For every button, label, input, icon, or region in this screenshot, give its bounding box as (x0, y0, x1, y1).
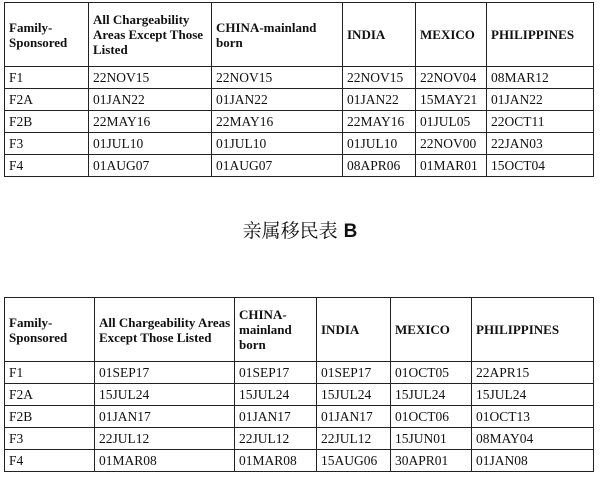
header-mexico: MEXICO (391, 298, 472, 362)
category-cell: F4 (5, 450, 95, 472)
category-cell: F3 (5, 428, 95, 450)
header-family-sponsored: Family-Sponsored (5, 3, 89, 67)
header-all-chargeability: All Chargeability Areas Except Those Listed (89, 3, 212, 67)
date-cell: 01MAR01 (416, 155, 487, 177)
header-china: CHINA-mainland born (212, 3, 343, 67)
header-india: INDIA (317, 298, 391, 362)
date-cell: 22JUL12 (317, 428, 391, 450)
category-cell: F2A (5, 384, 95, 406)
date-cell: 01JAN17 (235, 406, 317, 428)
category-cell: F2B (5, 111, 89, 133)
date-cell: 22NOV15 (343, 67, 416, 89)
header-row (5, 298, 594, 362)
visa-bulletin-table-a (4, 2, 594, 177)
table-row (5, 155, 594, 177)
header-family-sponsored: Family-Sponsored (5, 298, 95, 362)
date-cell: 22NOV15 (89, 67, 212, 89)
date-cell: 01JAN17 (317, 406, 391, 428)
table-row (5, 89, 594, 111)
date-cell: 22JAN03 (487, 133, 594, 155)
date-cell: 08MAY04 (472, 428, 594, 450)
date-cell: 01JAN22 (89, 89, 212, 111)
date-cell: 22MAY16 (212, 111, 343, 133)
date-cell: 22JUL12 (235, 428, 317, 450)
date-cell: 15JUL24 (235, 384, 317, 406)
date-cell: 01SEP17 (95, 362, 235, 384)
date-cell: 01JAN08 (472, 450, 594, 472)
date-cell: 15OCT04 (487, 155, 594, 177)
date-cell: 22MAY16 (343, 111, 416, 133)
table-row (5, 67, 594, 89)
date-cell: 22OCT11 (487, 111, 594, 133)
category-cell: F3 (5, 133, 89, 155)
date-cell: 01OCT13 (472, 406, 594, 428)
header-philippines: PHILIPPINES (487, 3, 594, 67)
date-cell: 08APR06 (343, 155, 416, 177)
date-cell: 15JUN01 (391, 428, 472, 450)
date-cell: 01SEP17 (235, 362, 317, 384)
date-cell: 15MAY21 (416, 89, 487, 111)
date-cell: 01JUL05 (416, 111, 487, 133)
table-row (5, 450, 594, 472)
date-cell: 15JUL24 (317, 384, 391, 406)
date-cell: 22NOV00 (416, 133, 487, 155)
date-cell: 30APR01 (391, 450, 472, 472)
category-cell: F2A (5, 89, 89, 111)
section-b-title-suffix: B (343, 221, 358, 242)
date-cell: 22NOV15 (212, 67, 343, 89)
date-cell: 08MAR12 (487, 67, 594, 89)
date-cell: 22MAY16 (89, 111, 212, 133)
date-cell: 01AUG07 (212, 155, 343, 177)
header-mexico: MEXICO (416, 3, 487, 67)
date-cell: 01JUL10 (343, 133, 416, 155)
section-b-title (0, 216, 600, 243)
table-row (5, 428, 594, 450)
date-cell: 01JAN22 (212, 89, 343, 111)
date-cell: 01OCT06 (391, 406, 472, 428)
header-china: CHINA-mainland born (235, 298, 317, 362)
header-all-chargeability: All Chargeability Areas Except Those Listed (95, 298, 235, 362)
date-cell: 15JUL24 (472, 384, 594, 406)
header-philippines: PHILIPPINES (472, 298, 594, 362)
date-cell: 22NOV04 (416, 67, 487, 89)
date-cell: 01OCT05 (391, 362, 472, 384)
date-cell: 01MAR08 (95, 450, 235, 472)
date-cell: 15JUL24 (391, 384, 472, 406)
date-cell: 01MAR08 (235, 450, 317, 472)
table-row (5, 406, 594, 428)
date-cell: 15JUL24 (95, 384, 235, 406)
date-cell: 01JUL10 (89, 133, 212, 155)
category-cell: F1 (5, 67, 89, 89)
date-cell: 15AUG06 (317, 450, 391, 472)
header-row (5, 3, 594, 67)
date-cell: 01JUL10 (212, 133, 343, 155)
header-india: INDIA (343, 3, 416, 67)
category-cell: F4 (5, 155, 89, 177)
visa-bulletin-table-b (4, 297, 594, 472)
table-row (5, 362, 594, 384)
category-cell: F1 (5, 362, 95, 384)
section-b-title-text: 亲属移民表 (242, 220, 338, 242)
date-cell: 01AUG07 (89, 155, 212, 177)
date-cell: 01JAN17 (95, 406, 235, 428)
category-cell: F2B (5, 406, 95, 428)
date-cell: 01JAN22 (487, 89, 594, 111)
date-cell: 22JUL12 (95, 428, 235, 450)
date-cell: 01JAN22 (343, 89, 416, 111)
date-cell: 01SEP17 (317, 362, 391, 384)
date-cell: 22APR15 (472, 362, 594, 384)
table-row (5, 384, 594, 406)
table-row (5, 133, 594, 155)
table-row (5, 111, 594, 133)
